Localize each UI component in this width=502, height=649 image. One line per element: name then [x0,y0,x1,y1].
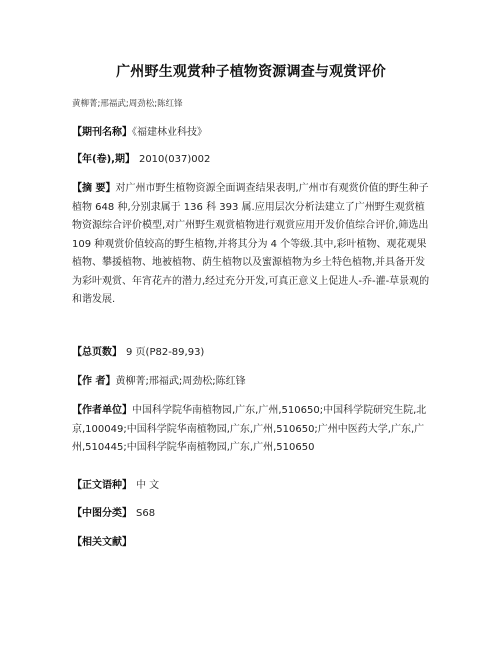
language-label: 【正文语种】 [72,480,132,491]
classification-field [72,505,434,524]
total-pages-label: 【总页数】 [72,347,122,358]
classification-label: 【中图分类】 [72,508,132,519]
journal-field [72,124,434,143]
related-literature-label: 【相关文献】 [72,537,132,548]
language-value: 中 文 [136,480,160,491]
affiliation-value: 中国科学院华南植物园,广东,广州,510650;中国科学院研究生院,北京,100049;中国科学院华南植物园,广东,广州,510650;广州中医药大学,广东,广州,510445;中国科学院华南植物园,广东,广州,510650 [72,405,427,453]
abstract-field [72,180,434,310]
paper-title: 广州野生观赏种子植物资源调查与观赏评价 [116,64,386,80]
affiliation-field [72,402,434,458]
affiliation-label: 【作者单位】 [72,405,132,416]
abstract-text: 对广州市野生植物资源全面调查结果表明,广州市有观赏价值的野生种子植物 648 种,分别隶属于 136 科 393 属.应用层次分析法建立了广州野生观赏植物资源综合评价模型,对广州野生观赏植物进行观赏应用开发价值综合评价,筛选出109 种观赏价值较高的野生植物,并将其分为 4 个等级.其中,彩叶植物、观花观果植物、攀援植物、地被植物、荫生植物以及蜜源植物为乡土特色植物,并具备开发为彩叶观赏、年宵花卉的潜力,经过充分开发,可真正意义上促进人-乔-灌-草景观的和谐发展. [72,183,430,305]
year-volume-issue-label: 【年(卷),期】 [72,154,135,165]
journal-label: 【期刊名称】 [72,127,132,138]
total-pages-field [72,344,434,363]
abstract-label: 【摘 要】 [72,183,116,194]
author-field-label: 【作 者】 [72,376,116,387]
author-field-value: 黄柳菁;邢福武;周劲松;陈红锋 [115,376,246,387]
year-volume-issue-field [72,151,434,170]
related-literature-heading [72,534,434,553]
year-volume-issue-value: 2010(037)002 [138,154,211,165]
classification-value: S68 [136,508,156,519]
language-field [72,477,434,496]
author-field [72,373,434,392]
total-pages-value: 9 页(P82-89,93) [126,347,205,358]
author-line: 黄柳菁;邢福武;周劲松;陈红锋 [72,99,183,109]
journal-value: 《福建林业科技》 [132,127,207,138]
